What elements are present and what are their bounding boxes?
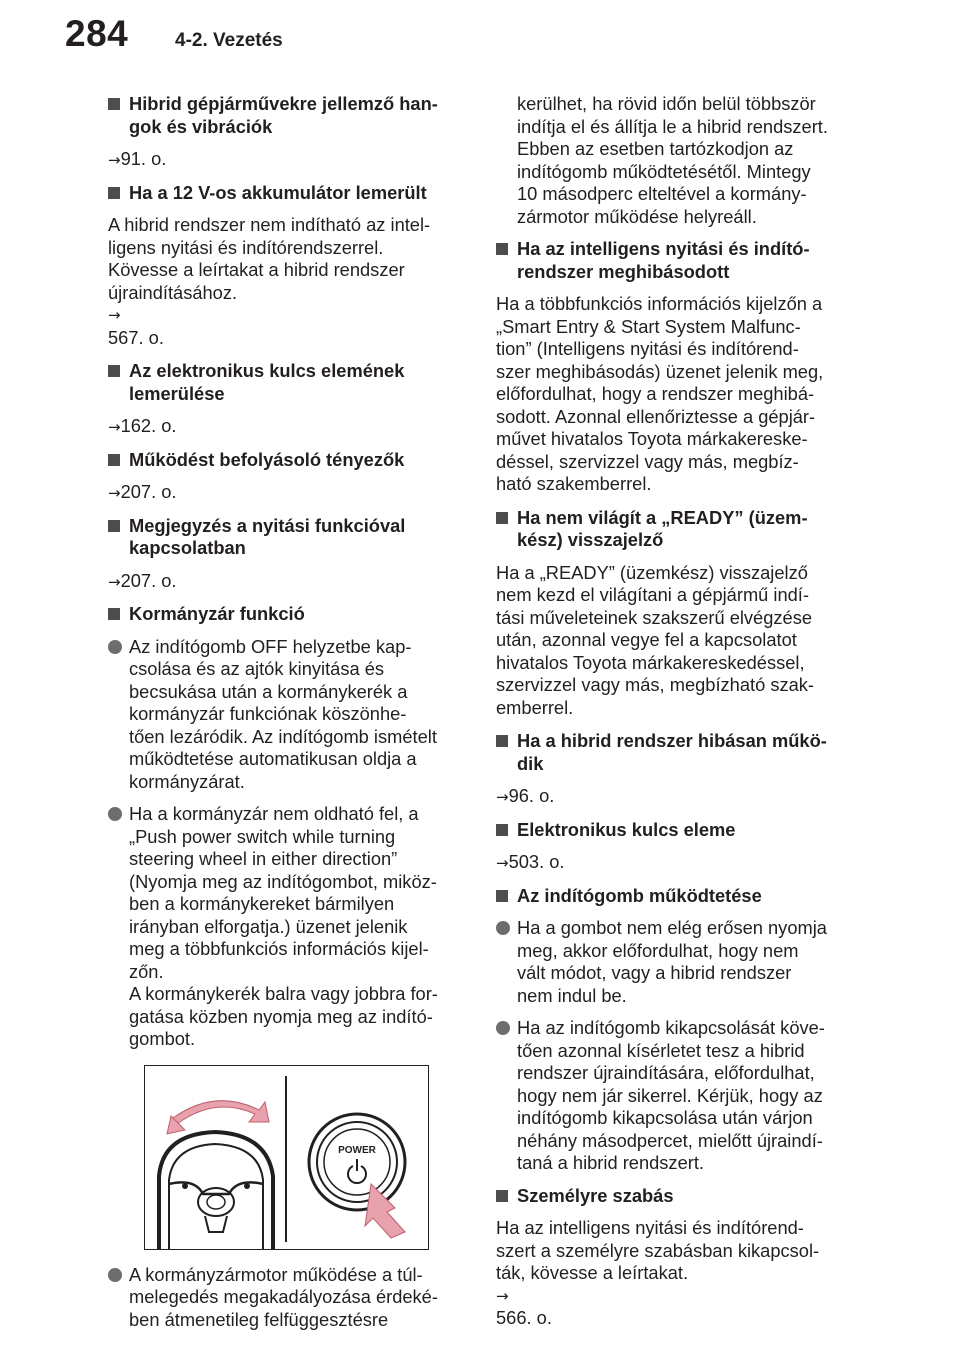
- bullet-item: Az indítógomb OFF helyzetbe kap- csolása és az ajtók kinyitása és becsukása után a kormánykerék a kormányzár funkciónak köszönhe- tően lezáródik. Az indítógomb ismételt működtetése automatikusan oldja a kormányzárat.: [108, 636, 476, 794]
- power-button-icon: [309, 1114, 405, 1210]
- page-reference[interactable]: →207. o.: [108, 569, 177, 591]
- heading-key-battery: Elektronikus kulcs eleme: [496, 819, 864, 842]
- page-reference[interactable]: →162. o.: [108, 415, 177, 436]
- arrow-icon: →: [108, 151, 121, 169]
- heading-square-icon: [108, 98, 120, 110]
- right-column: [496, 93, 864, 1341]
- heading-hybrid-malfunction: Ha a hibrid rendszer hibásan műkö- dik: [496, 730, 864, 775]
- heading-square-icon: [496, 1190, 508, 1202]
- page-reference[interactable]: →503. o.: [496, 851, 565, 872]
- heading-square-icon: [108, 187, 120, 199]
- heading-square-icon: [496, 243, 508, 255]
- heading-entry-note: Megjegyzés a nyitási funkcióval kapcsolatban: [108, 515, 476, 560]
- bullet-dot-icon: [496, 1021, 510, 1035]
- bullet-dot-icon: [108, 1268, 122, 1282]
- heading-square-icon: [496, 890, 508, 902]
- heading-square-icon: [496, 512, 508, 524]
- arrow-icon: →: [108, 484, 121, 502]
- page-reference[interactable]: →96. o.: [496, 785, 555, 806]
- bullet-continuation: kerülhet, ha rövid időn belül többször indítja el és állítja le a hibrid rendszert. Ebben az esetben tartózkodjon az indítógomb működtetésétől. Mintegy 10 másodperc elteltével a kormány- zármotor működése helyreáll.: [517, 93, 828, 227]
- page-reference[interactable]: → 567. o.: [108, 304, 476, 349]
- arrow-icon: →: [108, 306, 121, 324]
- heading-key-battery: Az elektronikus kulcs elemének lemerülése: [108, 360, 476, 405]
- steering-wheel-icon: [159, 1132, 273, 1249]
- heading-square-icon: [108, 608, 120, 620]
- bullet-dot-icon: [108, 640, 122, 654]
- paragraph-ready-indicator: Ha a „READY” (üzemkész) visszajelző nem kezd el világítani a gépjármű indí- tási műveleteinek szakszerű elvégzése után, azonnal vegye fel a kapcsolatot hivatalos Toyota márkakereskedéssel, szervizzel vagy más, megbízható szak- emberrel.: [496, 561, 815, 718]
- heading-customization: Személyre szabás: [496, 1185, 864, 1208]
- bullet-item: Ha az indítógomb kikapcsolását köve- tően azonnal kísérletet tesz a hibrid rendszer újraindítására, előfordulhat, hogy nem jár sikerrel. Kérjük, hogy az indítógomb kikapcsolása után várjon néhány másodpercet, mielőtt újraindí- taná a hibrid rendszert.: [496, 1017, 864, 1175]
- bullet-item: Ha a kormányzár nem oldható fel, a „Push power switch while turning steering wheel in either direction” (Nyomja meg az indítógombot, miköz- ben a kormánykereket bármilyen irányban elforgatja.) üzenet jelenik meg a többfunkciós információs kijel- zőn. A kormánykerék balra vagy jobbra for- gatása közben nyomja meg az indító- gombot.: [108, 803, 476, 1051]
- page-reference[interactable]: → 566. o.: [496, 1285, 864, 1330]
- steering-wheel-and-power-button-svg: [145, 1066, 428, 1249]
- heading-square-icon: [108, 520, 120, 532]
- bullet-dot-icon: [108, 807, 122, 821]
- heading-square-icon: [496, 824, 508, 836]
- heading-ready-indicator: Ha nem világít a „READY” (üzem- kész) visszajelző: [496, 507, 864, 552]
- page-reference[interactable]: →207. o.: [108, 481, 177, 502]
- bullet-item: Ha a gombot nem elég erősen nyomja meg, akkor előfordulhat, hogy nem vált módot, vagy a hibrid rendszer nem indul be.: [496, 917, 864, 1007]
- heading-influencing-factors: Működést befolyásoló tényezők: [108, 449, 476, 472]
- heading-hybrid-sounds: Hibrid gépjárművekre jellemző han- gok és vibrációk: [108, 93, 476, 138]
- arrow-icon: →: [108, 572, 121, 591]
- steering-power-illustration: [144, 1065, 429, 1250]
- arrow-icon: →: [496, 854, 509, 872]
- left-column: [108, 93, 476, 1341]
- heading-square-icon: [496, 735, 508, 747]
- heading-square-icon: [108, 365, 120, 377]
- page-reference[interactable]: →91. o.: [108, 148, 167, 169]
- heading-square-icon: [108, 454, 120, 466]
- bullet-item: A kormányzármotor működése a túl- melegedés megakadályozása érdeké- ben átmenetileg felfüggesztésre: [108, 1264, 476, 1332]
- heading-steering-lock: Kormányzár funkció: [108, 603, 476, 626]
- paragraph-12v-battery: A hibrid rendszer nem indítható az intel- ligens nyitási és indítórendszerrel. Kövesse a leírtakat a hibrid rendszer újraindításához. → 567. o.: [108, 214, 476, 349]
- paragraph-customization: Ha az intelligens nyitási és indítórend- szert a személyre szabásban kikapcsol- ták, kövesse a leírtakat. → 566. o.: [496, 1217, 864, 1330]
- arrow-icon: →: [108, 418, 121, 436]
- press-arrow-icon: [365, 1184, 405, 1238]
- arrow-icon: →: [496, 788, 509, 806]
- heading-smart-entry-malfunction: Ha az intelligens nyitási és indító- rendszer meghibásodott: [496, 238, 864, 283]
- arrow-icon: →: [496, 1286, 509, 1305]
- bullet-dot-icon: [496, 921, 510, 935]
- page-number: 284: [65, 13, 129, 54]
- section-title: 4-2. Vezetés: [175, 30, 283, 51]
- rotate-arrow-icon: [173, 1100, 269, 1123]
- heading-power-switch-operation: Az indítógomb működtetése: [496, 885, 864, 908]
- power-label: POWER: [338, 1144, 376, 1156]
- heading-12v-battery: Ha a 12 V-os akkumulátor lemerült: [108, 182, 476, 205]
- paragraph-smart-entry-malfunction: Ha a többfunkciós információs kijelzőn a „Smart Entry & Start System Malfunc- tion” (Intelligens nyitási és indítórend- szer meghibásodás) üzenet jelenik meg, előfordulhat, hogy a rendszer meghibá- sodott. Azonnal ellenőriztesse a gépjár- művet hivatalos Toyota márkakereske- déssel, szervizzel vagy más, megbíz- ható szakemberrel.: [496, 293, 824, 494]
